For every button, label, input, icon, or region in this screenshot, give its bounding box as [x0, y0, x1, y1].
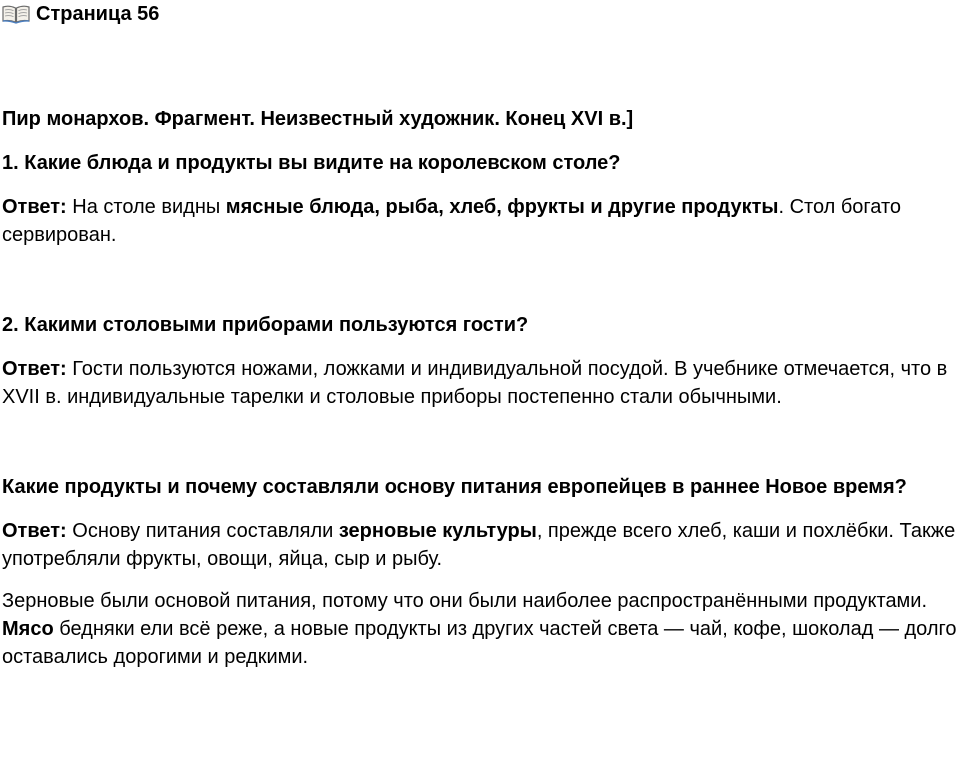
answer-label: Ответ:	[2, 196, 67, 218]
answer-3-text-start: Основу питания составляли	[66, 520, 339, 542]
answer-2	[2, 355, 962, 411]
paragraph-text-start: Зерновые были основой питания, потому что они были наиболее распространёнными продуктами.	[2, 590, 928, 612]
image-caption: Пир монархов. Фрагмент. Неизвестный художник. Конец XVI в.]	[2, 108, 634, 130]
answer-1-text-start: На столе видны	[66, 196, 226, 218]
open-book-icon	[2, 4, 30, 24]
answer-3-text-end: , прежде всего хлеб, каши и похлёбки. Также употребляли фрукты, овощи, яйца, сыр и рыбу.	[2, 520, 956, 570]
question-2: 2. Какими столовыми приборами пользуются гости?	[2, 314, 529, 336]
answer-label: Ответ:	[2, 520, 67, 542]
paragraph-highlight: Мясо	[2, 618, 54, 640]
answer-3-highlight: зерновые культуры	[338, 520, 537, 542]
answer-1-highlight: мясные блюда, рыба, хлеб, фрукты и другие продукты	[225, 196, 779, 218]
answer-3	[2, 517, 962, 573]
page-title: Страница 56	[36, 3, 160, 25]
answer-1-text-end: . Стол богато сервирован.	[2, 196, 902, 246]
page-header	[2, 0, 962, 27]
answer-label: Ответ:	[2, 358, 67, 380]
answer-1	[2, 193, 962, 249]
answer-3-paragraph	[2, 587, 962, 671]
question-1: 1. Какие блюда и продукты вы видите на королевском столе?	[2, 152, 621, 174]
paragraph-text-end: бедняки ели всё реже, а новые продукты из других частей света — чай, кофе, шоколад — долго оставались дорогими и редкими.	[2, 618, 957, 668]
answer-2-text: Гости пользуются ножами, ложками и индивидуальной посудой. В учебнике отмечается, что в XVII в. индивидуальные тарелки и столовые приборы постепенно стали обычными.	[2, 358, 948, 408]
question-3: Какие продукты и почему составляли основу питания европейцев в раннее Новое время?	[2, 476, 907, 498]
